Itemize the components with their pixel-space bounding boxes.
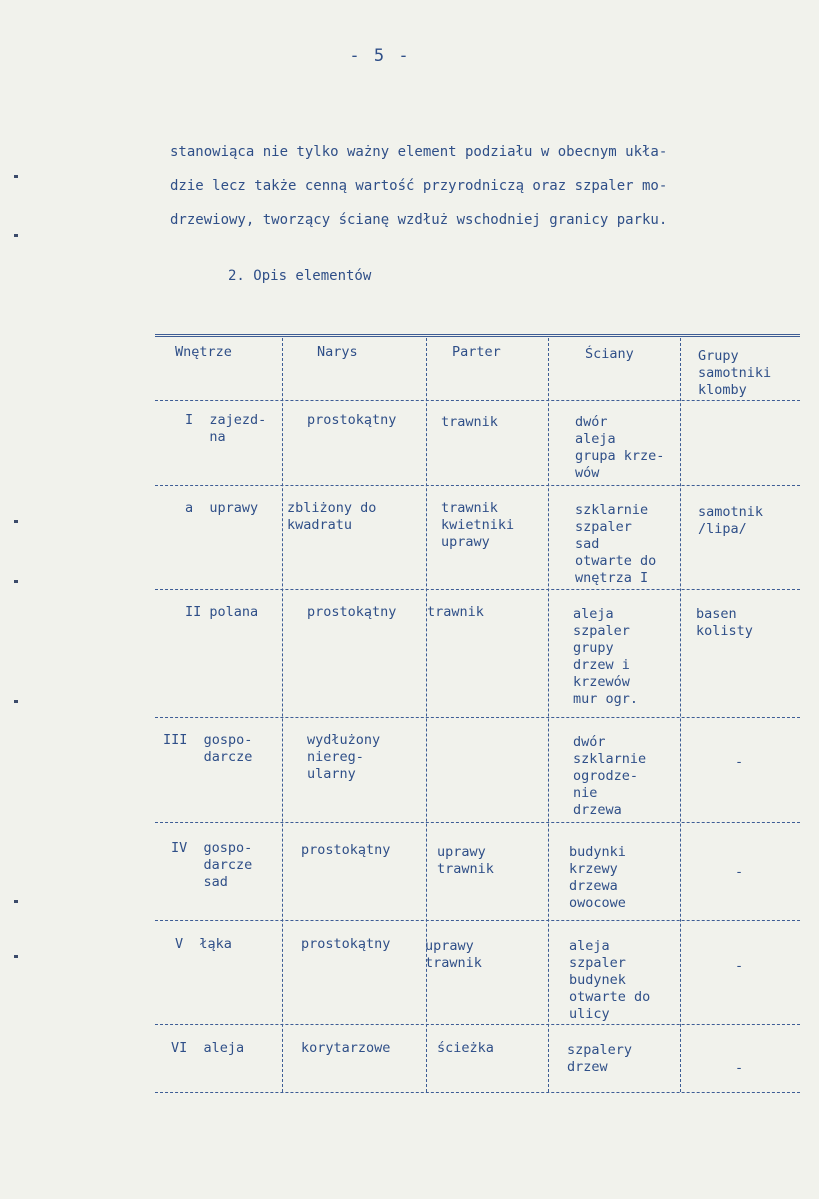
column-separator <box>548 338 549 1092</box>
cell-parter: uprawy trawnik <box>425 938 482 971</box>
column-separator <box>426 338 427 1092</box>
cell-wnetrze: I zajezd- na <box>185 412 267 445</box>
intro-paragraph <box>170 135 790 237</box>
margin-mark <box>14 234 18 237</box>
cell-narys: prostokątny <box>301 842 391 858</box>
cell-narys: wydłużony niereg- ularny <box>307 732 381 782</box>
cell-wnetrze: II polana <box>185 604 259 620</box>
cell-narys: zbliżony do kwadratu <box>287 500 377 533</box>
intro-line: drzewiowy, tworzący ścianę wzdłuż wschodniej granicy parku. <box>170 212 668 228</box>
cell-sciany: budynki krzewy drzewa owocowe <box>569 844 626 911</box>
margin-mark <box>14 175 18 178</box>
row-separator <box>155 485 800 486</box>
cell-parter: trawnik kwietniki uprawy <box>441 500 515 550</box>
cell-sciany: szklarnie szpaler sad otwarte do wnętrza I <box>575 502 657 586</box>
cell-grupy: - <box>735 864 744 880</box>
row-separator <box>155 400 800 401</box>
margin-mark <box>14 580 18 583</box>
margin-mark <box>14 520 18 523</box>
cell-grupy: samotnik /lipa/ <box>698 504 764 537</box>
cell-sciany: szpalery drzew <box>567 1042 633 1075</box>
row-separator <box>155 920 800 921</box>
cell-wnetrze: VI aleja <box>171 1040 245 1056</box>
page-number: - 5 - <box>349 46 411 66</box>
margin-mark <box>14 955 18 958</box>
cell-wnetrze: IV gospo- darcze sad <box>171 840 253 890</box>
cell-grupy: - <box>735 958 744 974</box>
cell-narys: prostokątny <box>307 604 397 620</box>
cell-sciany: dwór szklarnie ogrodze- nie drzewa <box>573 734 647 818</box>
row-separator <box>155 717 800 718</box>
table-top-rule <box>155 334 800 337</box>
intro-line: dzie lecz także cenną wartość przyrodniczą oraz szpaler mo- <box>170 178 668 194</box>
cell-grupy: basen kolisty <box>696 606 753 639</box>
header-parter: Parter <box>452 344 501 360</box>
cell-parter: uprawy trawnik <box>437 844 494 877</box>
cell-wnetrze: III gospo- darcze <box>163 732 253 765</box>
cell-parter: trawnik <box>441 414 498 430</box>
cell-grupy: - <box>735 1060 744 1076</box>
header-wnetrze: Wnętrze <box>175 344 232 360</box>
section-heading: 2. Opis elementów <box>228 268 372 284</box>
header-grupy: Grupy samotniki klomby <box>698 348 772 398</box>
column-separator <box>680 338 681 1092</box>
table-bottom-rule <box>155 1092 800 1093</box>
cell-wnetrze: a uprawy <box>185 500 259 516</box>
cell-grupy: - <box>735 754 744 770</box>
cell-sciany: dwór aleja grupa krze- wów <box>575 414 665 481</box>
row-separator <box>155 822 800 823</box>
cell-narys: prostokątny <box>307 412 397 428</box>
margin-mark <box>14 700 18 703</box>
cell-sciany: aleja szpaler grupy drzew i krzewów mur ogr. <box>573 606 639 707</box>
cell-narys: korytarzowe <box>301 1040 391 1056</box>
header-narys: Narys <box>317 344 358 360</box>
cell-narys: prostokątny <box>301 936 391 952</box>
header-sciany: Ściany <box>585 346 634 362</box>
row-separator <box>155 589 800 590</box>
elements-table <box>155 334 800 1094</box>
cell-wnetrze: V łąka <box>175 936 232 952</box>
cell-sciany: aleja szpaler budynek otwarte do ulicy <box>569 938 651 1022</box>
cell-parter: ścieżka <box>437 1040 494 1056</box>
cell-parter: trawnik <box>427 604 484 620</box>
intro-line: stanowiąca nie tylko ważny element podziału w obecnym ukła- <box>170 144 668 160</box>
row-separator <box>155 1024 800 1025</box>
margin-mark <box>14 900 18 903</box>
column-separator <box>282 338 283 1092</box>
